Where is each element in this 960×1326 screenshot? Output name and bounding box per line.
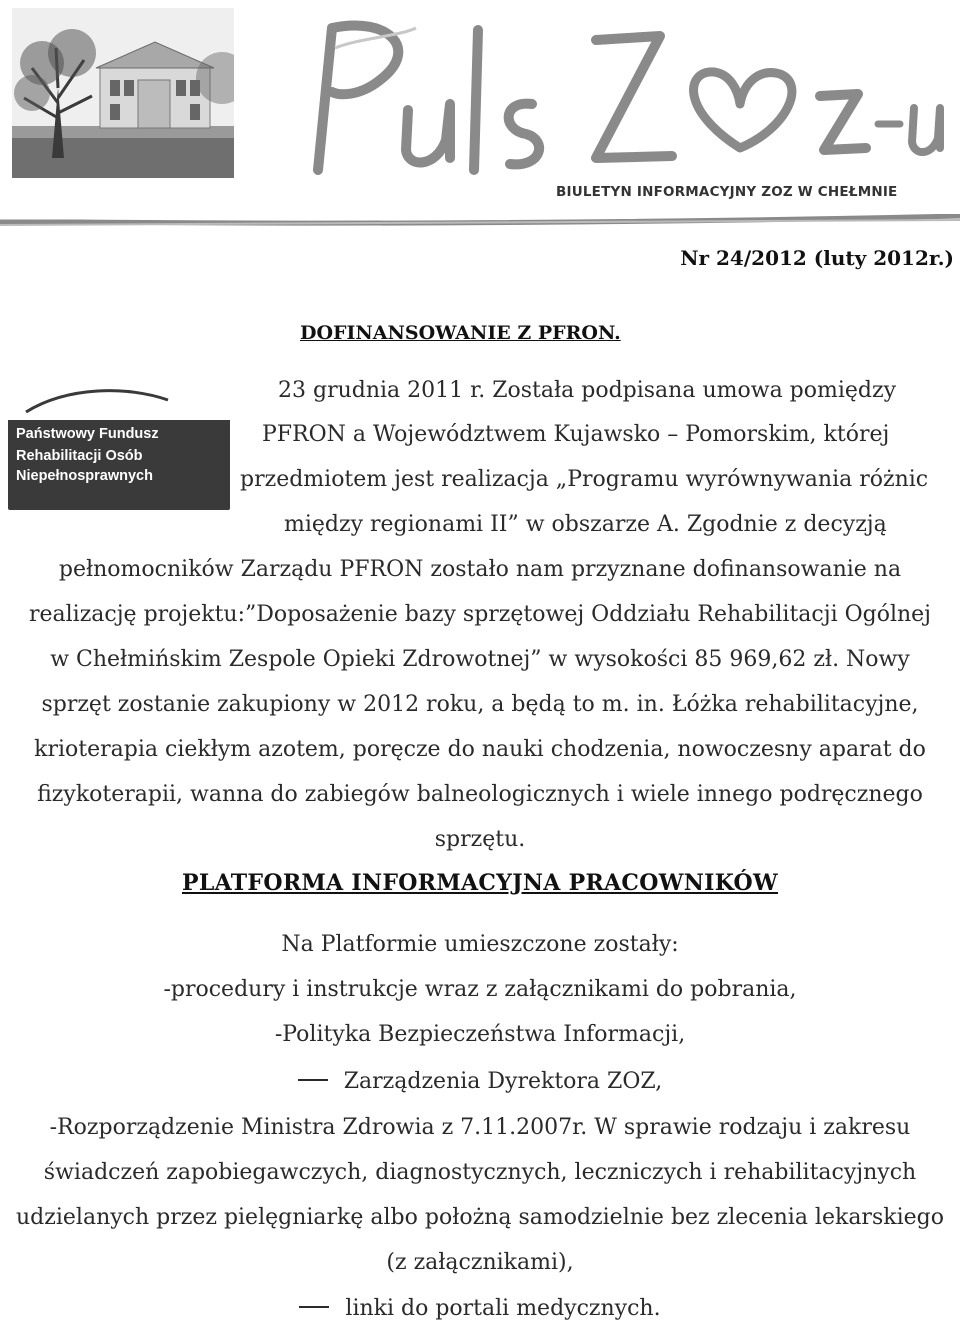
pfron-emblem-icon: [8, 382, 230, 420]
bulletin-header: [0, 0, 960, 235]
pfron-logo-line: Rehabilitacji Osób: [16, 448, 143, 464]
paragraph-line: sprzętu.: [434, 827, 526, 852]
paragraph-line: w Chełmińskim Zespole Opieki Zdrowotnej” w wysokości 85 969,62 zł. Nowy: [50, 647, 910, 672]
platform-list-item: -Rozporządzenie Ministra Zdrowia z 7.11.2007r. W sprawie rodzaju i zakresu: [49, 1115, 911, 1140]
paragraph-line: 23 grudnia 2011 r. Została podpisana umowa pomiędzy: [278, 378, 897, 403]
paragraph-line: między regionami II” w obszarze A. Zgodnie z decyzją: [284, 512, 887, 537]
platform-list-item: (z załącznikami),: [386, 1250, 574, 1275]
paragraph-line: przedmiotem jest realizacja „Programu wyrównywania różnic: [240, 467, 929, 492]
platform-list-item: [0, 1294, 960, 1324]
pfron-logo-line: Państwowy Fundusz: [16, 426, 159, 442]
platform-list-item-text: linki do portali medycznych.: [345, 1296, 661, 1321]
paragraph-line: krioterapia ciekłym azotem, poręcze do nauki chodzenia, nowoczesny aparat do: [34, 737, 926, 762]
dash-bullet-icon: [298, 1079, 328, 1081]
puls-zozu-logo: [240, 0, 960, 200]
issue-number: Nr 24/2012 (luty 2012r.): [680, 246, 954, 270]
platform-list-item: świadczeń zapobiegawczych, diagnostycznych, leczniczych i rehabilitacyjnych: [43, 1160, 917, 1185]
section-heading-platform: PLATFORMA INFORMACYJNA PRACOWNIKÓW: [181, 870, 779, 896]
platform-list-item: udzielanych przez pielęgniarkę albo położną samodzielnie bez zlecenia lekarskiego: [16, 1205, 944, 1230]
platform-intro: Na Platformie umieszczone zostały:: [281, 932, 679, 957]
paragraph-line: realizację projektu:”Doposażenie bazy sprzętowej Oddziału Rehabilitacji Ogólnej: [28, 602, 932, 627]
paragraph-line: PFRON a Województwem Kujawsko – Pomorskim, której: [262, 422, 890, 447]
dash-bullet-icon: [299, 1306, 329, 1308]
platform-list-item-text: Zarządzenia Dyrektora ZOZ,: [343, 1069, 663, 1094]
paragraph-line: sprzęt zostanie zakupiony w 2012 roku, a będą to m. in. Łóżka rehabilitacyjne,: [41, 692, 919, 717]
section-heading-pfron: DOFINANSOWANIE Z PFRON.: [300, 322, 621, 344]
paragraph-line: fizykoterapii, wanna do zabiegów balneologicznych i wiele innego podręcznego: [37, 782, 923, 807]
pfron-logo: [8, 382, 230, 510]
platform-list-item: [0, 1067, 960, 1097]
building-photo: [12, 8, 234, 178]
platform-list-item: -procedury i instrukcje wraz z załącznikami do pobrania,: [163, 977, 797, 1002]
pfron-logo-line: Niepełnosprawnych: [16, 468, 153, 484]
bulletin-label: BIULETYN INFORMACYJNY ZOZ W CHEŁMNIE: [556, 184, 898, 200]
platform-list-item: -Polityka Bezpieczeństwa Informacji,: [274, 1022, 686, 1047]
header-divider: [0, 214, 960, 228]
paragraph-line: pełnomocników Zarządu PFRON zostało nam przyznane dofinansowanie na: [58, 557, 902, 582]
